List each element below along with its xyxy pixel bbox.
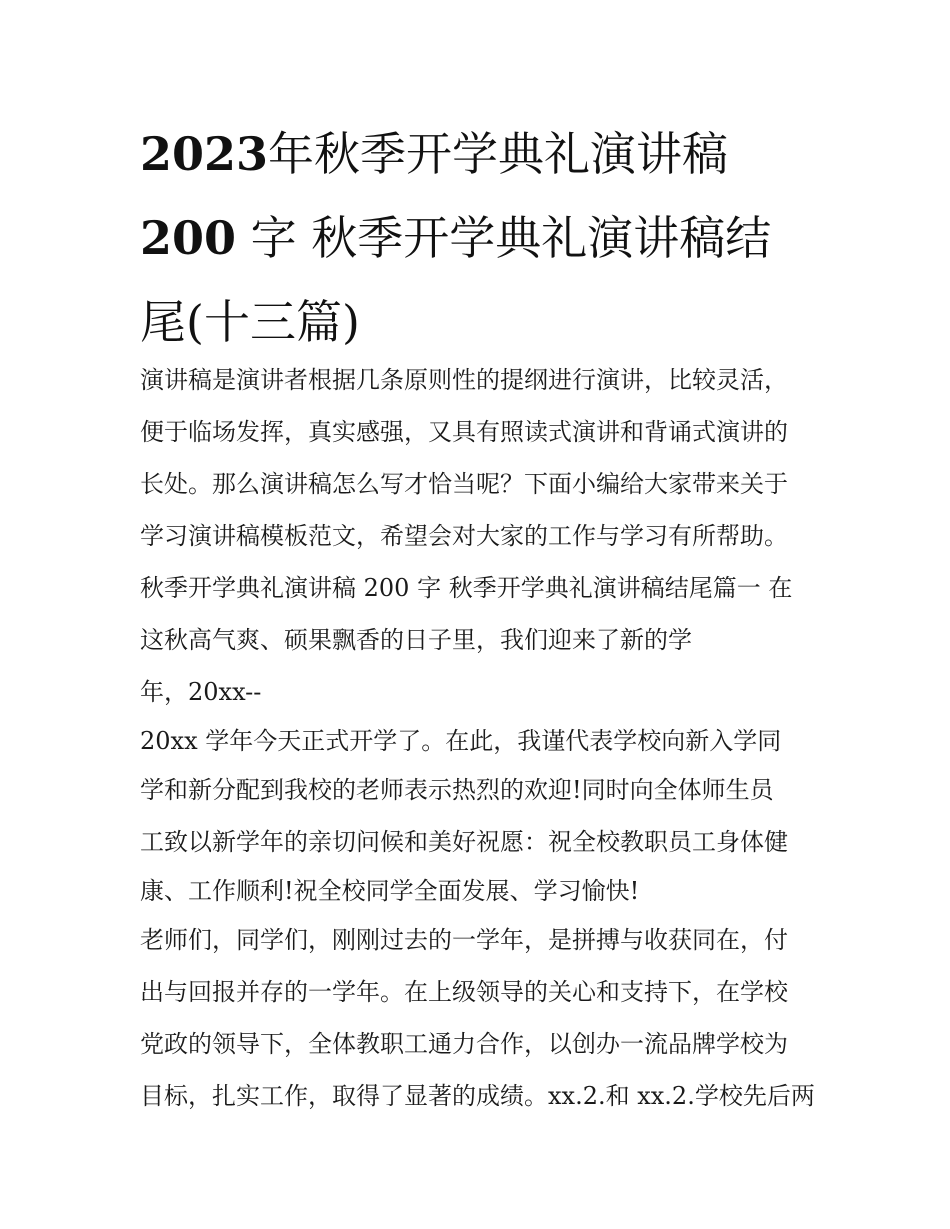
document-title [140, 112, 820, 364]
title-line-2-text: 字 秋季开学典礼演讲稿结 [236, 211, 772, 265]
body-line: 演讲稿是演讲者根据几条原则性的提纲进行演讲，比较灵活， [140, 366, 788, 394]
body-line: 目标，扎实工作，取得了显著的成绩。xx.2.和 xx.2.学校先后两 [140, 1082, 815, 1110]
body-line: 20xx 学年今天正式开学了。在此，我谨代表学校向新入学同 [140, 727, 782, 755]
body-line: 老师们，同学们，刚刚过去的一学年，是拼搏与收获同在，付 [140, 926, 788, 954]
title-line-1 [140, 112, 820, 196]
body-line: 这秋高气爽、硕果飘香的日子里，我们迎来了新的学 [140, 626, 692, 654]
document-body [140, 354, 830, 1122]
body-line: 长处。那么演讲稿怎么写才恰当呢？下面小编给大家带来关于 [140, 470, 788, 498]
body-line: 出与回报并存的一学年。在上级领导的关心和支持下，在学校 [140, 978, 788, 1006]
body-line: 学习演讲稿模板范文，希望会对大家的工作与学习有所帮助。 [140, 522, 788, 550]
body-line: 学和新分配到我校的老师表示热烈的欢迎!同时向全体师生员 [140, 776, 774, 804]
title-line-1-text: 年秋季开学典礼演讲稿 [268, 127, 729, 181]
body-line: 年，20xx-- [140, 678, 262, 706]
title-line-3-text: 尾(十三篇) [140, 295, 360, 349]
title-line-2 [140, 196, 820, 280]
body-line: 党政的领导下，全体教职工通力合作，以创办一流品牌学校为 [140, 1030, 788, 1058]
body-line: 便于临场发挥，真实感强，又具有照读式演讲和背诵式演讲的 [140, 418, 788, 446]
body-line: 康、工作顺利!祝全校同学全面发展、学习愉快! [140, 877, 640, 905]
title-year: 2023 [140, 127, 269, 181]
title-count: 200 [140, 211, 237, 265]
title-line-3 [140, 280, 820, 364]
body-line: 工致以新学年的亲切问候和美好祝愿：祝全校教职员工身体健 [140, 828, 788, 856]
body-line: 秋季开学典礼演讲稿 200 字 秋季开学典礼演讲稿结尾篇一 在 [140, 574, 793, 602]
